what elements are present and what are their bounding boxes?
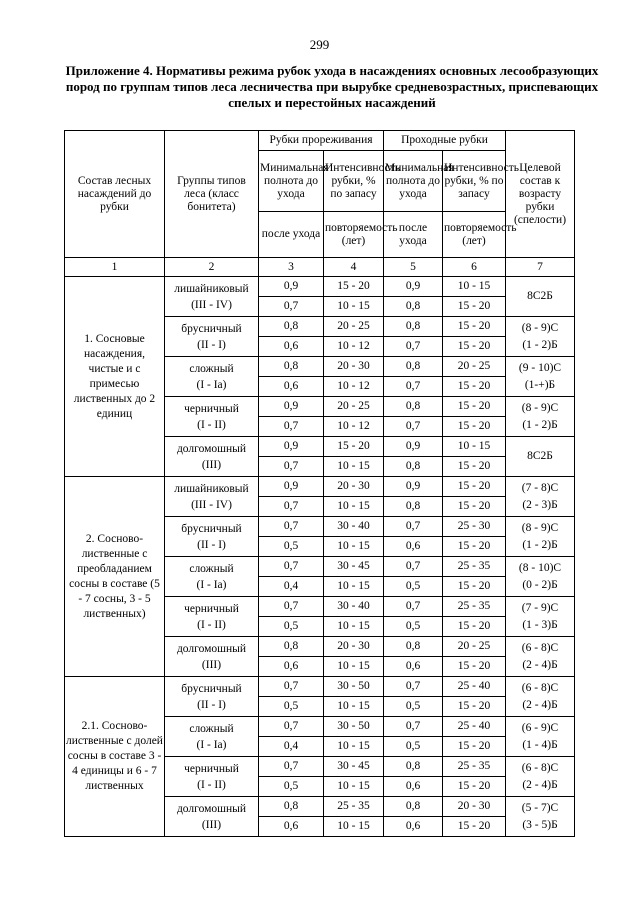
intensity-passage-cell: 15 - 20 [443, 657, 506, 677]
intensity-passage-cell: 25 - 40 [443, 677, 506, 697]
intensity-thinning-cell: 10 - 15 [324, 777, 384, 797]
forest-type-name: лишайниковый [174, 482, 249, 495]
min-density-thinning-cell: 0,8 [259, 357, 324, 377]
intensity-passage-cell: 25 - 40 [443, 717, 506, 737]
header-repeat-passage: повторяемость (лет) [443, 212, 506, 258]
target-composition-cell [506, 637, 575, 677]
min-density-thinning-cell: 0,9 [259, 437, 324, 457]
target-composition-line: (9 - 10)С [518, 361, 562, 374]
table-row [65, 277, 575, 297]
forest-type-name: сложный [189, 722, 234, 735]
min-density-thinning-cell: 0,7 [259, 597, 324, 617]
min-density-thinning-cell: 0,7 [259, 457, 324, 477]
document-title: Приложение 4. Нормативы режима рубок ухода в насаждениях основных лесообразующих пород по группам типов леса лесничества при вырубке средневозрастных, приспевающих спелых и перестойных насаждений [65, 63, 599, 110]
target-composition-line: (2 - 4)Б [522, 658, 558, 671]
target-composition-line: (6 - 8)С [521, 681, 559, 694]
column-number: 7 [506, 258, 575, 277]
intensity-thinning-cell: 10 - 15 [324, 457, 384, 477]
intensity-thinning-cell: 10 - 15 [324, 737, 384, 757]
target-composition-cell [506, 437, 575, 477]
column-number: 5 [384, 258, 443, 277]
forest-type-name: черничный [184, 402, 239, 415]
header-passage: Проходные рубки [384, 131, 506, 151]
target-composition-cell [506, 477, 575, 517]
min-density-thinning-cell: 0,4 [259, 577, 324, 597]
min-density-thinning-cell: 0,7 [259, 297, 324, 317]
site-class: (I - II) [197, 618, 226, 631]
min-density-thinning-cell: 0,7 [259, 677, 324, 697]
intensity-passage-cell: 15 - 20 [443, 457, 506, 477]
header-thinning: Рубки прореживания [259, 131, 384, 151]
forest-type-name: долгомошный [176, 802, 247, 815]
norms-table-body [65, 277, 575, 837]
header-after-care-passage: после ухода [384, 212, 443, 258]
target-composition-line: (1 - 2)Б [522, 418, 558, 431]
min-density-passage-cell: 0,8 [384, 317, 443, 337]
forest-type-group-cell [165, 757, 259, 797]
site-class: (II - I) [197, 538, 226, 551]
forest-type-group-cell [165, 677, 259, 717]
forest-type-name: долгомошный [176, 442, 247, 455]
min-density-passage-cell: 0,8 [384, 357, 443, 377]
min-density-thinning-cell: 0,5 [259, 777, 324, 797]
intensity-thinning-cell: 10 - 15 [324, 817, 384, 837]
intensity-thinning-cell: 30 - 50 [324, 717, 384, 737]
min-density-passage-cell: 0,6 [384, 537, 443, 557]
forest-type-name: сложный [189, 562, 234, 575]
intensity-thinning-cell: 10 - 15 [324, 697, 384, 717]
intensity-passage-cell: 15 - 20 [443, 697, 506, 717]
intensity-passage-cell: 15 - 20 [443, 477, 506, 497]
intensity-thinning-cell: 30 - 40 [324, 517, 384, 537]
intensity-passage-cell: 15 - 20 [443, 617, 506, 637]
target-composition-line: (6 - 8)С [521, 761, 559, 774]
intensity-thinning-cell: 10 - 15 [324, 497, 384, 517]
forest-type-group-cell [165, 517, 259, 557]
intensity-passage-cell: 15 - 20 [443, 777, 506, 797]
forest-type-name: лишайниковый [174, 282, 249, 295]
target-composition-line: (8 - 9)С [521, 321, 559, 334]
min-density-thinning-cell: 0,7 [259, 497, 324, 517]
forest-type-group-cell [165, 557, 259, 597]
target-composition-cell [506, 717, 575, 757]
min-density-passage-cell: 0,7 [384, 597, 443, 617]
site-class: (II - I) [197, 338, 226, 351]
header-after-care-thinning: после ухода [259, 212, 324, 258]
intensity-thinning-cell: 15 - 20 [324, 277, 384, 297]
intensity-thinning-cell: 20 - 30 [324, 477, 384, 497]
norms-table [64, 130, 575, 837]
min-density-passage-cell: 0,6 [384, 817, 443, 837]
target-composition-cell [506, 597, 575, 637]
site-class: (II - I) [197, 698, 226, 711]
intensity-thinning-cell: 15 - 20 [324, 437, 384, 457]
min-density-passage-cell: 0,5 [384, 697, 443, 717]
header-target: Целевой состав к возрасту рубки (спелости) [506, 131, 575, 258]
min-density-passage-cell: 0,5 [384, 617, 443, 637]
min-density-passage-cell: 0,7 [384, 417, 443, 437]
intensity-thinning-cell: 30 - 45 [324, 757, 384, 777]
min-density-passage-cell: 0,9 [384, 437, 443, 457]
target-composition-line: (1 - 4)Б [522, 738, 558, 751]
table-row [65, 477, 575, 497]
intensity-passage-cell: 15 - 20 [443, 417, 506, 437]
target-composition-line: (6 - 9)С [521, 721, 559, 734]
header-intensity-thinning: Интенсивность рубки, % по запасу [324, 151, 384, 212]
header-min-density-passage: Минимальная полнота до ухода [384, 151, 443, 212]
min-density-thinning-cell: 0,8 [259, 797, 324, 817]
column-number: 3 [259, 258, 324, 277]
forest-type-group-cell [165, 597, 259, 637]
min-density-thinning-cell: 0,4 [259, 737, 324, 757]
min-density-thinning-cell: 0,9 [259, 397, 324, 417]
min-density-passage-cell: 0,8 [384, 637, 443, 657]
intensity-thinning-cell: 10 - 15 [324, 297, 384, 317]
target-composition-line: (1 - 3)Б [522, 618, 558, 631]
min-density-passage-cell: 0,6 [384, 777, 443, 797]
intensity-thinning-cell: 10 - 15 [324, 617, 384, 637]
site-class: (III) [201, 658, 222, 671]
intensity-thinning-cell: 20 - 30 [324, 357, 384, 377]
intensity-passage-cell: 20 - 25 [443, 637, 506, 657]
intensity-passage-cell: 25 - 35 [443, 757, 506, 777]
min-density-thinning-cell: 0,5 [259, 537, 324, 557]
site-class: (I - Ia) [196, 378, 227, 391]
column-number: 1 [65, 258, 165, 277]
min-density-passage-cell: 0,9 [384, 277, 443, 297]
min-density-passage-cell: 0,8 [384, 797, 443, 817]
target-composition-line: (1 - 2)Б [522, 538, 558, 551]
target-composition-line: 8С2Б [527, 290, 553, 302]
forest-type-group-cell [165, 317, 259, 357]
site-class: (I - II) [197, 418, 226, 431]
intensity-passage-cell: 20 - 25 [443, 357, 506, 377]
min-density-thinning-cell: 0,9 [259, 477, 324, 497]
forest-type-group-cell [165, 477, 259, 517]
target-composition-line: (1-+)Б [524, 378, 556, 391]
header-forest-type-group: Группы типов леса (класс бонитета) [165, 131, 259, 258]
min-density-thinning-cell: 0,6 [259, 817, 324, 837]
intensity-thinning-cell: 10 - 15 [324, 657, 384, 677]
min-density-passage-cell: 0,8 [384, 297, 443, 317]
site-class: (I - Ia) [196, 738, 227, 751]
intensity-passage-cell: 15 - 20 [443, 397, 506, 417]
site-class: (III - IV) [191, 498, 232, 511]
target-composition-line: (8 - 9)С [521, 521, 559, 534]
intensity-passage-cell: 10 - 15 [443, 437, 506, 457]
page-number: 299 [309, 37, 330, 52]
target-composition-line: (7 - 9)С [521, 601, 559, 614]
target-composition-line: (6 - 8)С [521, 641, 559, 654]
target-composition-cell [506, 797, 575, 837]
min-density-passage-cell: 0,8 [384, 757, 443, 777]
target-composition-line: (8 - 10)С [518, 561, 562, 574]
target-composition-cell [506, 757, 575, 797]
site-class: (I - Ia) [196, 578, 227, 591]
intensity-passage-cell: 25 - 30 [443, 517, 506, 537]
intensity-thinning-cell: 25 - 35 [324, 797, 384, 817]
intensity-thinning-cell: 20 - 25 [324, 397, 384, 417]
min-density-thinning-cell: 0,6 [259, 337, 324, 357]
intensity-passage-cell: 25 - 35 [443, 557, 506, 577]
intensity-passage-cell: 15 - 20 [443, 817, 506, 837]
intensity-passage-cell: 15 - 20 [443, 497, 506, 517]
intensity-thinning-cell: 30 - 50 [324, 677, 384, 697]
intensity-passage-cell: 15 - 20 [443, 337, 506, 357]
min-density-passage-cell: 0,8 [384, 457, 443, 477]
target-composition-line: (2 - 4)Б [522, 698, 558, 711]
composition-cell: 1. Сосновые насаждения, чистые и с примесью лиственных до 2 единиц [65, 277, 165, 477]
intensity-passage-cell: 20 - 30 [443, 797, 506, 817]
column-number: 6 [443, 258, 506, 277]
forest-type-name: сложный [189, 362, 234, 375]
intensity-thinning-cell: 30 - 45 [324, 557, 384, 577]
target-composition-cell [506, 517, 575, 557]
forest-type-group-cell [165, 277, 259, 317]
target-composition-line: 8С2Б [527, 450, 553, 462]
min-density-thinning-cell: 0,5 [259, 697, 324, 717]
intensity-thinning-cell: 20 - 25 [324, 317, 384, 337]
intensity-thinning-cell: 10 - 15 [324, 577, 384, 597]
intensity-passage-cell: 15 - 20 [443, 537, 506, 557]
column-number-row [65, 258, 575, 277]
intensity-passage-cell: 15 - 20 [443, 737, 506, 757]
target-composition-line: (3 - 5)Б [522, 818, 558, 831]
forest-type-name: долгомошный [176, 642, 247, 655]
min-density-passage-cell: 0,7 [384, 337, 443, 357]
target-composition-cell [506, 557, 575, 597]
forest-type-group-cell [165, 797, 259, 837]
intensity-passage-cell: 15 - 20 [443, 377, 506, 397]
min-density-thinning-cell: 0,8 [259, 637, 324, 657]
header-intensity-passage: Интенсивность рубки, % по запасу [443, 151, 506, 212]
min-density-passage-cell: 0,9 [384, 477, 443, 497]
table-row [65, 677, 575, 697]
column-number: 2 [165, 258, 259, 277]
forest-type-group-cell [165, 357, 259, 397]
target-composition-line: (5 - 7)С [521, 801, 559, 814]
min-density-passage-cell: 0,6 [384, 657, 443, 677]
min-density-thinning-cell: 0,6 [259, 657, 324, 677]
min-density-passage-cell: 0,7 [384, 677, 443, 697]
target-composition-line: (7 - 8)С [521, 481, 559, 494]
target-composition-line: (1 - 2)Б [522, 338, 558, 351]
target-composition-cell [506, 397, 575, 437]
target-composition-line: (0 - 2)Б [522, 578, 558, 591]
min-density-thinning-cell: 0,8 [259, 317, 324, 337]
site-class: (III - IV) [191, 298, 232, 311]
forest-type-name: брусничный [181, 682, 242, 695]
min-density-thinning-cell: 0,7 [259, 557, 324, 577]
min-density-passage-cell: 0,7 [384, 517, 443, 537]
column-number: 4 [324, 258, 384, 277]
min-density-thinning-cell: 0,6 [259, 377, 324, 397]
site-class: (III) [201, 458, 222, 471]
header-min-density-thinning: Минимальная полнота до ухода [259, 151, 324, 212]
min-density-thinning-cell: 0,9 [259, 277, 324, 297]
forest-type-name: черничный [184, 762, 239, 775]
min-density-thinning-cell: 0,7 [259, 417, 324, 437]
min-density-passage-cell: 0,7 [384, 557, 443, 577]
intensity-passage-cell: 15 - 20 [443, 317, 506, 337]
composition-cell: 2. Сосново-лиственные с преобладанием сосны в составе (5 - 7 сосны, 3 - 5 лиственных) [65, 477, 165, 677]
min-density-thinning-cell: 0,7 [259, 517, 324, 537]
intensity-passage-cell: 15 - 20 [443, 297, 506, 317]
forest-type-group-cell [165, 717, 259, 757]
min-density-thinning-cell: 0,7 [259, 717, 324, 737]
min-density-passage-cell: 0,8 [384, 497, 443, 517]
site-class: (III) [201, 818, 222, 831]
intensity-passage-cell: 15 - 20 [443, 577, 506, 597]
target-composition-line: (2 - 3)Б [522, 498, 558, 511]
forest-type-name: брусничный [181, 322, 242, 335]
forest-type-group-cell [165, 397, 259, 437]
forest-type-group-cell [165, 437, 259, 477]
intensity-passage-cell: 10 - 15 [443, 277, 506, 297]
target-composition-cell [506, 677, 575, 717]
header-composition: Состав лесных насаждений до рубки [65, 131, 165, 258]
intensity-thinning-cell: 20 - 30 [324, 637, 384, 657]
min-density-passage-cell: 0,7 [384, 377, 443, 397]
forest-type-group-cell [165, 637, 259, 677]
intensity-thinning-cell: 10 - 12 [324, 377, 384, 397]
target-composition-line: (2 - 4)Б [522, 778, 558, 791]
forest-type-name: брусничный [181, 522, 242, 535]
target-composition-cell [506, 317, 575, 357]
intensity-thinning-cell: 30 - 40 [324, 597, 384, 617]
min-density-passage-cell: 0,7 [384, 717, 443, 737]
min-density-passage-cell: 0,5 [384, 737, 443, 757]
intensity-thinning-cell: 10 - 12 [324, 337, 384, 357]
intensity-passage-cell: 25 - 35 [443, 597, 506, 617]
target-composition-cell [506, 277, 575, 317]
intensity-thinning-cell: 10 - 12 [324, 417, 384, 437]
forest-type-name: черничный [184, 602, 239, 615]
composition-cell: 2.1. Сосново-лиственные с долей сосны в составе 3 - 4 единицы и 6 - 7 лиственных [65, 677, 165, 837]
min-density-thinning-cell: 0,7 [259, 757, 324, 777]
min-density-passage-cell: 0,8 [384, 397, 443, 417]
min-density-thinning-cell: 0,5 [259, 617, 324, 637]
site-class: (I - II) [197, 778, 226, 791]
target-composition-line: (8 - 9)С [521, 401, 559, 414]
intensity-thinning-cell: 10 - 15 [324, 537, 384, 557]
min-density-passage-cell: 0,5 [384, 577, 443, 597]
target-composition-cell [506, 357, 575, 397]
header-repeat-thinning: повторяемость (лет) [324, 212, 384, 258]
